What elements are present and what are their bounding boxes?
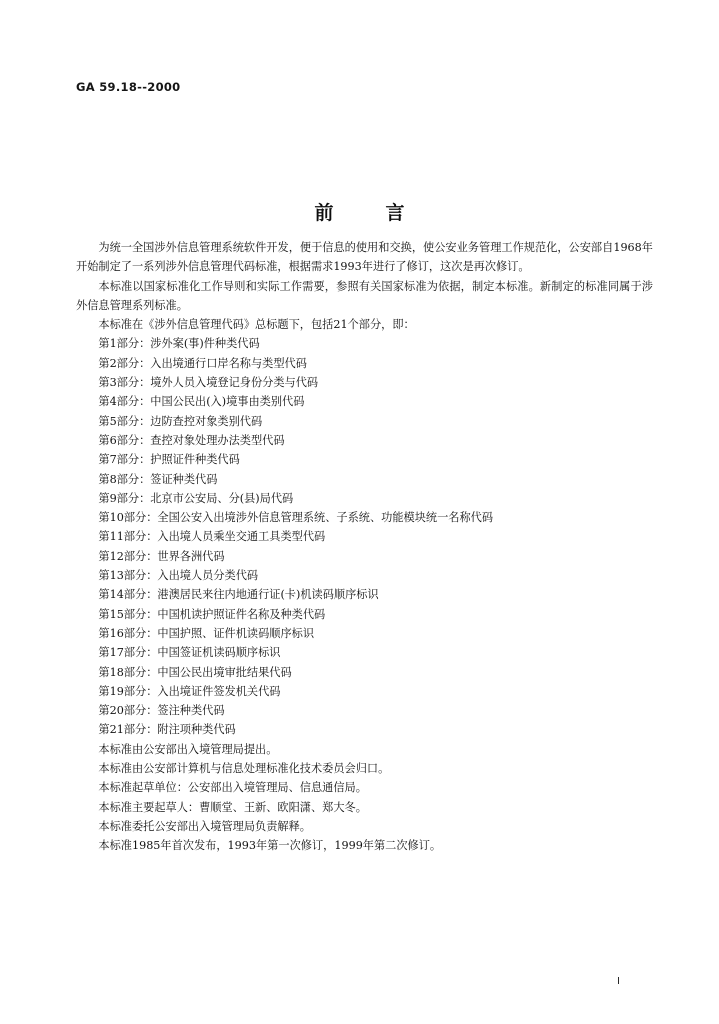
list-item: 第2部分：入出境通行口岸名称与类型代码 <box>98 356 307 370</box>
closing-line: 本标准主要起草人：曹顺堂、王新、欧阳潇、郑大冬。 <box>98 800 367 814</box>
list-item: 第12部分：世界各洲代码 <box>98 549 225 563</box>
list-item: 第4部分：中国公民出(入)境事由类别代码 <box>98 395 305 409</box>
list-item: 第10部分：全国公安入出境涉外信息管理系统、子系统、功能模块统一名称代码 <box>98 511 494 525</box>
list-item: 第20部分：签注种类代码 <box>98 704 225 718</box>
list-item: 第18部分：中国公民出境审批结果代码 <box>98 665 292 679</box>
list-item: 第17部分：中国签证机读码顺序标识 <box>98 646 281 660</box>
list-item: 第21部分：附注项种类代码 <box>98 723 236 737</box>
foreword-body <box>76 238 653 856</box>
list-item: 第5部分：边防查控对象类别代码 <box>98 414 263 428</box>
list-item: 第14部分：港澳居民来往内地通行证(卡)机读码顺序标识 <box>98 588 379 602</box>
list-item: 第6部分：查控对象处理办法类型代码 <box>98 433 285 447</box>
list-item: 第19部分：入出境证件签发机关代码 <box>98 684 281 698</box>
list-item: 第1部分：涉外案(事)件种类代码 <box>98 337 260 351</box>
page-number: I <box>617 976 620 987</box>
list-item: 第7部分：护照证件种类代码 <box>98 453 240 467</box>
list-item: 第15部分：中国机读护照证件名称及种类代码 <box>98 607 326 621</box>
list-item: 第8部分：签证种类代码 <box>98 472 218 486</box>
closing-line: 本标准委托公安部出入境管理局负责解释。 <box>98 819 311 833</box>
list-item: 第9部分：北京市公安局、分(县)局代码 <box>98 491 294 505</box>
closing-line: 本标准由公安部计算机与信息处理标准化技术委员会归口。 <box>98 762 390 776</box>
parts-list <box>76 334 653 739</box>
intro-paragraph-2: 本标准以国家标准化工作导则和实际工作需要，参照有关国家标准为依据，制定本标准。新制定的标准同属于涉外信息管理系列标准。 <box>76 279 653 312</box>
list-item: 第13部分：入出境人员分类代码 <box>98 569 259 583</box>
closing-line: 本标准由公安部出入境管理局提出。 <box>98 742 278 756</box>
closing-line: 本标准1985年首次发布，1993年第一次修订，1999年第二次修订。 <box>98 839 442 853</box>
closing-line: 本标准起草单位：公安部出入境管理局、信息通信局。 <box>98 781 367 795</box>
list-item: 第3部分：境外人员入境登记身份分类与代码 <box>98 376 319 390</box>
list-item: 第11部分：入出境人员乘坐交通工具类型代码 <box>98 530 326 544</box>
list-item: 第16部分：中国护照、证件机读码顺序标识 <box>98 626 315 640</box>
standard-code: GA 59.18--2000 <box>76 80 181 94</box>
intro-paragraph-1: 为统一全国涉外信息管理系统软件开发，便于信息的使用和交换，使公安业务管理工作规范化，公安部自1968年开始制定了一系列涉外信息管理代码标准，根据需求1993年进行了修订，这次是再次修订。 <box>76 241 653 274</box>
page-title: 前言 <box>314 202 457 224</box>
intro-paragraph-3: 本标准在《涉外信息管理代码》总标题下，包括21个部分，即： <box>98 318 415 332</box>
